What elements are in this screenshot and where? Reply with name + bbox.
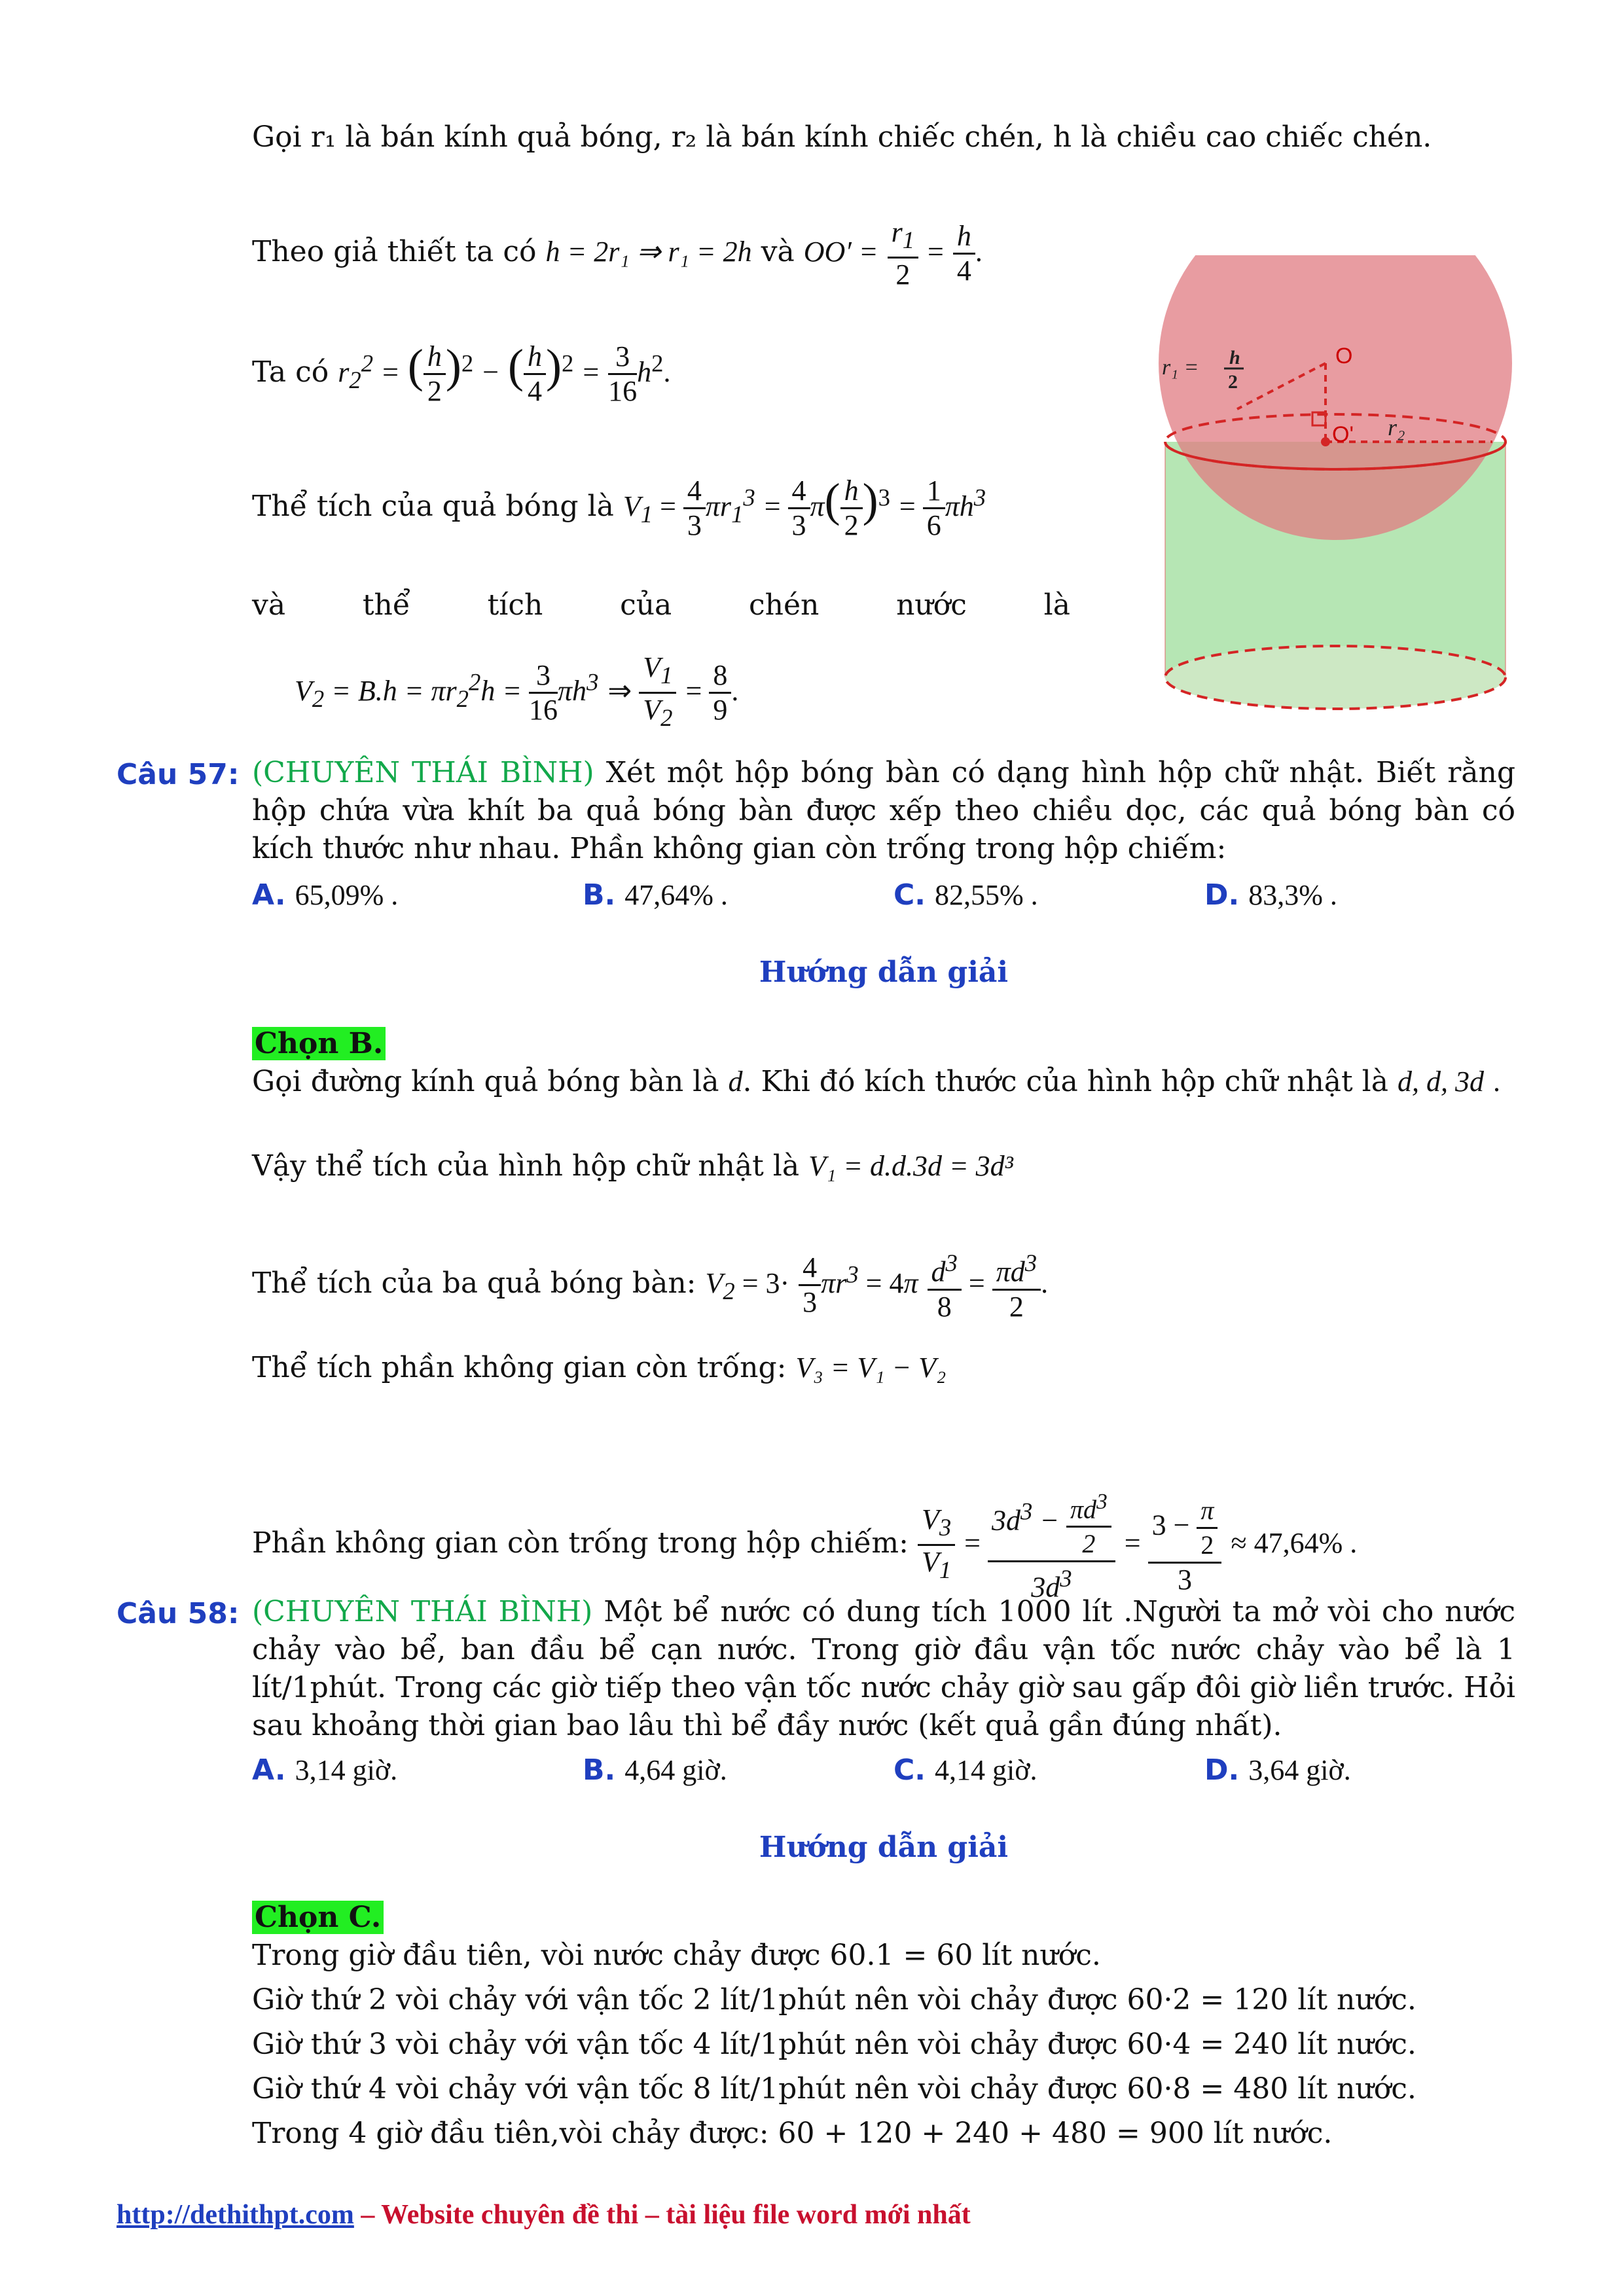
footer (117, 2199, 971, 2231)
text-line: Trong giờ đầu tiên, vòi nước chảy được 60.1 = 60 lít nước. (252, 1939, 1101, 1972)
option-c: C. 4,14 giờ. (893, 1753, 1038, 1787)
solution-title: Hướng dẫn giải (759, 956, 1009, 989)
option-a: A. 3,14 giờ. (252, 1753, 398, 1787)
choice-badge: Chọn C. (252, 1898, 384, 1937)
option-d: D. 3,64 giờ. (1204, 1753, 1351, 1787)
text-line: Thể tích phần không gian còn trống: V₃ = V₁ − V₂ (252, 1351, 947, 1384)
text-line: Thể tích của ba quả bóng bàn: $V_2 = 3\cdot$ $\frac{4}{3}$ $\pi r^3 = 4\pi$ $\frac{d^3}{8}$ = $\frac{\pi d^3}{2}$ . (252, 1247, 1048, 1323)
text-line: Phần không gian còn trống trong hộp chiếm: $\frac{V_3}{V_1}$ = $3d^3$ − $\frac{\pi d^3}{2}$ $3d^3$ = 3 − $\frac{\pi}{2}$ 3 ≈ 47,64% . (252, 1486, 1357, 1604)
text-line: Ta có $r_2^2$ = ( $\frac{h}{2}$ )$^2$ − ( $\frac{h}{4}$ )$^2$ = $\frac{3}{16}$ $h^2$. (252, 340, 671, 407)
text-line: Vậy thể tích của hình hộp chữ nhật là V₁ = d.d.3d = 3d³ (252, 1149, 1013, 1183)
choice-badge: Chọn B. (252, 1024, 386, 1064)
option-a: A. 65,09% . (252, 878, 399, 912)
text-line: Thể tích của quả bóng là $V_1$ = $\frac{4}{3}$ $\pi r_1^3$ = $\frac{4}{3}$ π( $\frac{h}{2}$ )$^3$ = $\frac{1}{6}$ $\pi h^3$ (252, 474, 986, 541)
option-d: D. 83,3% . (1204, 878, 1337, 912)
text-line: và thể tích của chén nước là (252, 588, 1070, 622)
text-line: Gọi đường kính quả bóng bàn là d. Khi đó kích thước của hình hộp chữ nhật là d, d, 3d . (252, 1065, 1500, 1098)
question-label: Câu 58: (117, 1597, 240, 1630)
text-line: Gọi r₁ là bán kính quả bóng, r₂ là bán kính chiếc chén, h là chiều cao chiếc chén. (252, 120, 1432, 154)
r1-label: r₁ = (1162, 355, 1199, 380)
sphere-cylinder-figure (1139, 255, 1532, 726)
svg-text:2: 2 (1228, 371, 1238, 393)
footer-link[interactable]: http://dethithpt.com (117, 2200, 354, 2230)
r2-label: r₂ (1388, 414, 1405, 440)
option-c: C. 82,55% . (893, 878, 1038, 912)
o-prime-label: O' (1332, 422, 1354, 447)
text-line: Giờ thứ 4 vòi chảy với vận tốc 8 lít/1phút nên vòi chảy được 60·8 = 480 lít nước. (252, 2072, 1416, 2106)
svg-text:h: h (1229, 347, 1240, 368)
formula: $V_2 = B.h = \pi r_2^2h$ = $\frac{3}{16}$ $\pi h^3$ ⇒ $\frac{V_1}{V_2}$ = $\frac{8}{9}$ . (295, 651, 739, 731)
solution-title: Hướng dẫn giải (759, 1831, 1009, 1864)
o-label: O (1335, 344, 1353, 368)
question-text: (CHUYÊN THÁI BÌNH) Xét một hộp bóng bàn có dạng hình hộp chữ nhật. Biết rằng hộp chứa vừa khít ba quả bóng bàn được xếp theo chiều dọc, các quả bóng bàn có kích thước như nhau. Phần không gian còn trống trong hộp chiếm: (252, 756, 1515, 865)
footer-text: – Website chuyên đề thi – tài liệu file word mới nhất (353, 2200, 971, 2230)
option-b: B. 4,64 giờ. (583, 1753, 727, 1787)
text-line: Giờ thứ 3 vòi chảy với vận tốc 4 lít/1phút nên vòi chảy được 60·4 = 240 lít nước. (252, 2028, 1416, 2061)
text-line: Giờ thứ 2 vòi chảy với vận tốc 2 lít/1phút nên vòi chảy được 60·2 = 120 lít nước. (252, 1983, 1416, 2017)
question-label: Câu 57: (117, 758, 240, 791)
text-line: Trong 4 giờ đầu tiên,vòi chảy được: 60 + 120 + 240 + 480 = 900 lít nước. (252, 2117, 1333, 2150)
cylinder-base (1165, 646, 1506, 709)
text-line: Theo giả thiết ta có h = 2r₁ ⇒ r₁ = 2h và OO′ = $\frac{r_1}{2}$ = $\frac{h}{4}$ . (252, 216, 983, 291)
option-b: B. 47,64% . (583, 878, 728, 912)
question-text: (CHUYÊN THÁI BÌNH) Một bể nước có dung tích 1000 lít .Người ta mở vòi cho nước chảy vào bể, ban đầu bể cạn nước. Trong giờ đầu vận tốc nước chảy vào bể là 1 lít/1phút. Trong các giờ tiếp theo vận tốc nước chảy giờ sau gấp đôi giờ liền trước. Hỏi sau khoảng thời gian bao lâu thì bể đầy nước (kết quả gần đúng nhất). (252, 1595, 1515, 1742)
